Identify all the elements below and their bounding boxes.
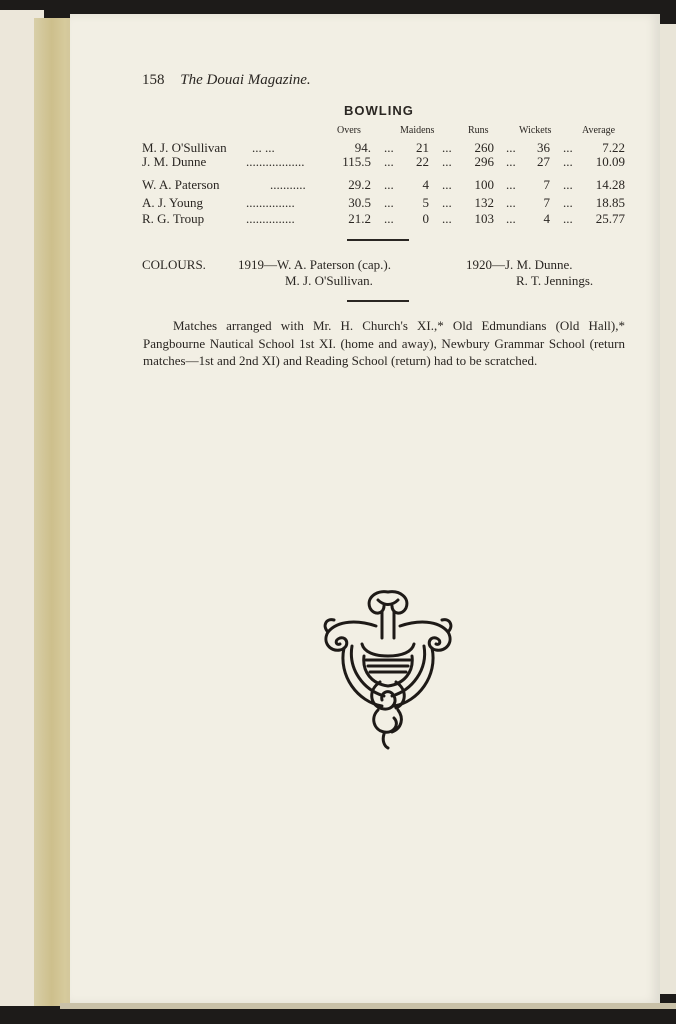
leader-dots: ............... [246,195,295,210]
maidens-value: 0 [422,211,429,226]
leader-dots: ... [384,177,394,192]
section-title: BOWLING [344,103,414,118]
leader-dots: ... [563,211,573,226]
running-head [142,72,311,89]
colours-label: COLOURS. [142,257,206,272]
leader-dots: ... [442,195,452,210]
leader-dots: ... [442,154,452,169]
section-divider [347,239,409,241]
maidens-value: 4 [422,177,429,192]
column-header-runs: Runs [468,125,489,136]
average-value: 7.22 [602,140,625,155]
bowler-name: M. J. O'Sullivan [142,140,227,155]
fixtures-note: Matches arranged with Mr. H. Church's XI.,* Old Edmundians (Old Hall),* Pangbourne Nautical School 1st XI. (home and away), Newbury Grammar School (return matches—1st and 2nd XI) and Reading School (return) had to be scratched. [143,318,625,368]
average-value: 10.09 [595,154,625,169]
section-divider [347,300,409,302]
column-header-average: Average [582,125,616,136]
leader-dots: ... [384,154,394,169]
column-header-overs: Overs [337,125,361,136]
leader-dots: ... [506,140,516,155]
leader-dots: ... [384,195,394,210]
runs-value: 260 [474,140,494,155]
leader-dots: ... [563,177,573,192]
table-row [0,211,676,227]
leader-dots: ... [506,211,516,226]
leader-dots: ... [563,195,573,210]
average-value: 14.28 [595,177,625,192]
overs-value: 115.5 [342,154,371,169]
table-row [0,154,676,170]
wickets-value: 7 [543,177,550,192]
overs-value: 21.2 [348,211,371,226]
runs-value: 132 [474,195,494,210]
average-value: 25.77 [595,211,625,226]
magazine-title: The Douai Magazine. [180,72,311,88]
leader-dots: ... [506,195,516,210]
overs-value: 94. [354,140,371,155]
column-header-wickets: Wickets [519,125,552,136]
maidens-value: 5 [422,195,429,210]
wickets-value: 4 [543,211,550,226]
leader-dots: .................. [246,154,305,169]
wickets-value: 7 [543,195,550,210]
celtic-knot-ornament-icon [318,586,458,750]
colours-1919-second: M. J. O'Sullivan. [285,273,373,288]
bowler-name: A. J. Young [142,195,204,210]
bowler-name: J. M. Dunne [142,154,207,169]
maidens-value: 22 [416,154,429,169]
bowler-name: W. A. Paterson [142,177,220,192]
table-row [0,195,676,211]
runs-value: 296 [474,154,494,169]
runs-value: 100 [474,177,494,192]
leader-dots: ........... [270,177,306,192]
colours-1919: 1919—W. A. Paterson (cap.). [238,257,391,272]
table-row [0,177,676,193]
leader-dots: ... [442,140,452,155]
colours-1920: 1920—J. M. Dunne. [466,257,573,272]
runs-value: 103 [474,211,494,226]
bowler-name: R. G. Troup [142,211,205,226]
leader-dots: ... [384,140,394,155]
wickets-value: 36 [537,140,550,155]
leader-dots: ............... [246,211,295,226]
wickets-value: 27 [537,154,550,169]
leader-dots: ... [563,140,573,155]
colours-1920-second: R. T. Jennings. [516,273,594,288]
leader-dots: ... [442,211,452,226]
leader-dots: ... [442,177,452,192]
column-header-maidens: Maidens [400,125,435,136]
maidens-value: 21 [416,140,429,155]
page-bottom-edge [60,1003,676,1009]
leader-dots: ... [384,211,394,226]
leader-dots: ... [506,177,516,192]
average-value: 18.85 [595,195,625,210]
overs-value: 30.5 [348,195,371,210]
leader-dots: ... ... [252,140,275,155]
leader-dots: ... [563,154,573,169]
leader-dots: ... [506,154,516,169]
page-number: 158 [142,72,165,88]
overs-value: 29.2 [348,177,371,192]
